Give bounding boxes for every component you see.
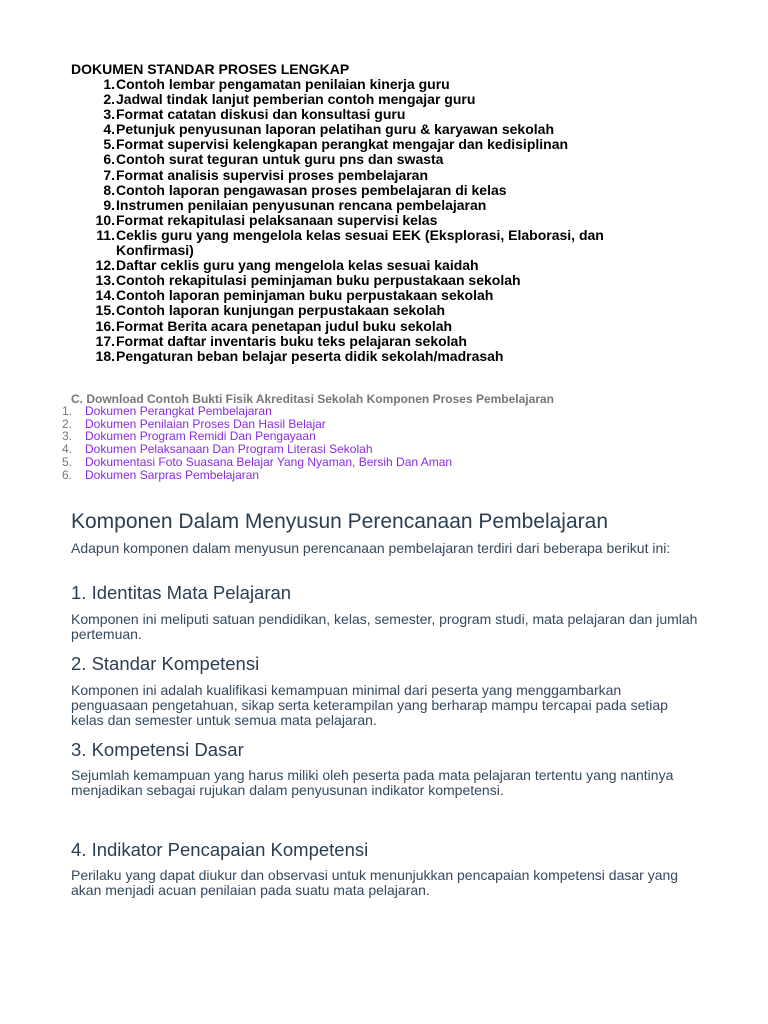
list-item xyxy=(71,77,671,92)
section-heading-kompetensi-dasar: 3. Kompetensi Dasar xyxy=(71,739,244,760)
list-item-number: 1. xyxy=(103,76,115,92)
list-item xyxy=(71,122,671,137)
list-item-text: Instrumen penilaian penyusunan rencana pembelajaran xyxy=(116,196,487,213)
list-item-number: 3. xyxy=(103,106,115,123)
list-item-number: 5. xyxy=(62,454,73,469)
list-item-text: Petunjuk penyusunan laporan pelatihan guru & karyawan sekolah xyxy=(116,121,554,138)
list-item-text: Format Berita acara penetapan judul buku sekolah xyxy=(116,317,453,334)
section-body-indikator: Perilaku yang dapat diukur dan observasi untuk menunjukkan pencapaian kompetensi dasar yang akan menjadi acuan penilaian pada suatu mata pelajaran. xyxy=(71,867,679,898)
list-item-number: 3. xyxy=(62,429,73,444)
list-item-text: Contoh lembar pengamatan penilaian kinerja guru xyxy=(116,76,450,92)
download-link-foto[interactable]: Dokumentasi Foto Suasana Belajar Yang Nyaman, Bersih Dan Aman xyxy=(85,454,453,469)
section-heading-standar-kompetensi: 2. Standar Kompetensi xyxy=(71,653,260,674)
section-body-standar-kompetensi: Komponen ini adalah kualifikasi kemampuan minimal dari peserta yang menggambarkan penguasaan pengetahuan, sikap serta keterampilan yang berharap mampu tercapai pada setiap kelas dan semester untuk semua mata pelajaran. xyxy=(71,682,668,728)
article-title: Komponen Dalam Menyusun Perencanaan Pembelajaran xyxy=(71,510,608,533)
section-body-kompetensi-dasar: Sejumlah kemampuan yang harus miliki oleh peserta pada mata pelajaran tertentu yang nantinya menjadikan sebagai rujukan dalam penyusunan indikator kompetensi. xyxy=(71,767,674,798)
list-item-text: Format catatan diskusi dan konsultasi guru xyxy=(116,106,406,123)
list-item-number: 13. xyxy=(95,272,115,289)
download-section-heading: C. Download Contoh Bukti Fisik Akreditasi Sekolah Komponen Proses Pembelajaran xyxy=(71,392,554,406)
list-item xyxy=(71,107,671,122)
list-item xyxy=(71,334,671,349)
list-item-number: 7. xyxy=(103,166,115,183)
document-title: DOKUMEN STANDAR PROSES LENGKAP xyxy=(71,61,350,77)
list-item-text: Format analisis supervisi proses pembelajaran xyxy=(116,166,429,183)
list-item-number: 1. xyxy=(62,404,73,418)
list-item-number: 8. xyxy=(103,181,115,198)
list-item-number: 12. xyxy=(95,257,115,274)
download-link-literasi[interactable]: Dokumen Pelaksanaan Dan Program Literasi Sekolah xyxy=(85,442,373,457)
list-item-text: Pengaturan beban belajar peserta didik sekolah/madrasah xyxy=(116,347,504,364)
standard-process-document-list xyxy=(71,77,671,364)
list-item-number: 15. xyxy=(95,302,115,319)
list-item-number: 5. xyxy=(103,136,115,153)
list-item-number: 4. xyxy=(103,121,115,138)
download-link-penilaian[interactable]: Dokumen Penilaian Proses Dan Hasil Belajar xyxy=(85,416,326,431)
list-item-text: Contoh surat teguran untuk guru pns dan swasta xyxy=(116,151,444,168)
list-item-number: 2. xyxy=(103,91,115,108)
list-item-text: Contoh laporan pengawasan proses pembelajaran di kelas xyxy=(116,181,507,198)
list-item-text: Format daftar inventaris buku teks pelajaran sekolah xyxy=(116,332,467,349)
list-item-number: 2. xyxy=(62,416,73,431)
list-item-number: 10. xyxy=(95,211,115,228)
list-item xyxy=(62,443,452,456)
list-item-text: Contoh laporan kunjungan perpustakaan sekolah xyxy=(116,302,446,319)
list-item xyxy=(71,273,671,288)
list-item-text: Contoh rekapitulasi peminjaman buku perpustakaan sekolah xyxy=(116,272,521,289)
list-item-number: 16. xyxy=(95,317,115,334)
list-item xyxy=(71,288,671,303)
download-link-remidi[interactable]: Dokumen Program Remidi Dan Pengayaan xyxy=(85,429,316,444)
list-item-number: 11. xyxy=(96,226,115,243)
list-item xyxy=(71,319,671,334)
download-link-perangkat[interactable]: Dokumen Perangkat Pembelajaran xyxy=(85,404,272,418)
section-heading-identitas: 1. Identitas Mata Pelajaran xyxy=(71,582,292,603)
list-item-text: Daftar ceklis guru yang mengelola kelas sesuai kaidah xyxy=(116,257,479,274)
list-item-number: 6. xyxy=(103,151,115,168)
section-body-identitas: Komponen ini meliputi satuan pendidikan, kelas, semester, program studi, mata pelajaran dan jumlah pertemuan. xyxy=(71,611,698,642)
list-item xyxy=(71,137,671,152)
list-item xyxy=(71,152,671,167)
section-heading-indikator: 4. Indikator Pencapaian Kompetensi xyxy=(71,839,369,860)
list-item xyxy=(71,258,671,273)
list-item-number: 17. xyxy=(95,332,115,349)
list-item xyxy=(62,405,452,418)
list-item xyxy=(71,303,671,318)
list-item xyxy=(71,168,671,183)
list-item-number: 6. xyxy=(62,467,73,482)
list-item-number: 18. xyxy=(95,347,115,364)
list-item xyxy=(71,92,671,107)
download-link-sarpras[interactable]: Dokumen Sarpras Pembelajaran xyxy=(85,467,260,482)
list-item-number: 4. xyxy=(62,442,73,457)
list-item xyxy=(71,228,671,258)
list-item xyxy=(71,198,671,213)
list-item xyxy=(71,349,671,364)
list-item-text: Format supervisi kelengkapan perangkat mengajar dan kedisiplinan xyxy=(116,136,569,153)
list-item xyxy=(62,456,452,469)
list-item-text: Format rekapitulasi pelaksanaan supervisi kelas xyxy=(116,211,438,228)
list-item-text: Contoh laporan peminjaman buku perpustakaan sekolah xyxy=(116,287,494,304)
list-item-text: Ceklis guru yang mengelola kelas sesuai EEK (Eksplorasi, Elaborasi, dan Konfirmasi) xyxy=(116,226,604,259)
list-item xyxy=(62,469,452,482)
article-intro: Adapun komponen dalam menyusun perencanaan pembelajaran terdiri dari beberapa berikut ini: xyxy=(71,540,671,556)
list-item xyxy=(71,213,671,228)
list-item-number: 14. xyxy=(95,287,115,304)
download-link-list xyxy=(62,405,452,481)
list-item-number: 9. xyxy=(103,196,115,213)
list-item xyxy=(71,183,671,198)
list-item-text: Jadwal tindak lanjut pemberian contoh mengajar guru xyxy=(116,91,476,108)
